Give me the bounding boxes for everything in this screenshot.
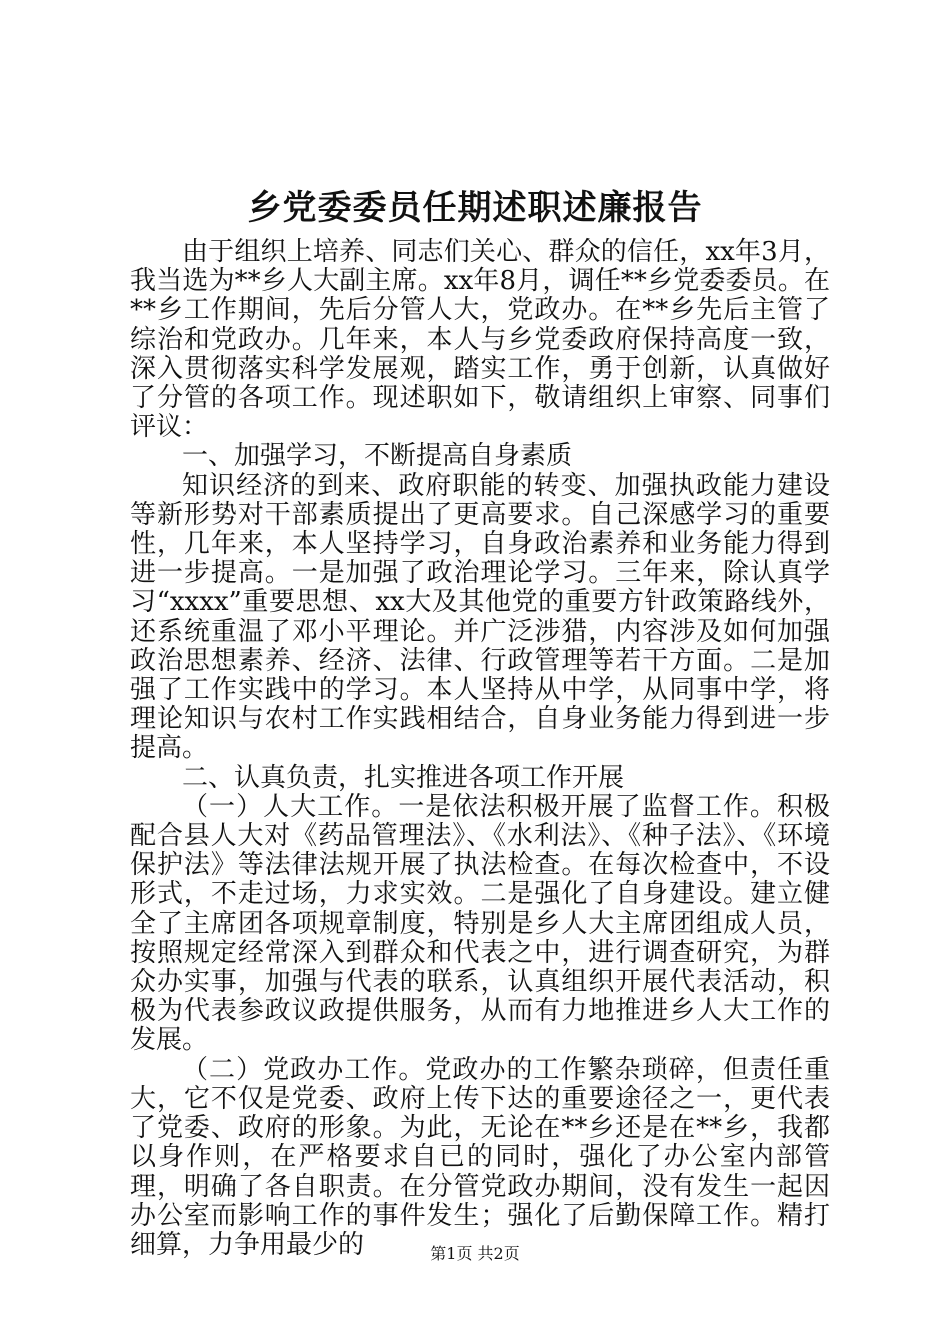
intro-paragraph: 由于组织上培养、同志们关心、群众的信任，xx年3月，我当选为**乡人大副主席。xx年8月，调任**乡党委委员。在**乡工作期间，先后分管人大，党政办。在**乡先后主管了综治和党政办。几年来，本人与乡党委政府保持高度一致，深入贯彻落实科学发展观，踏实工作，勇于创新，认真做好了分管的各项工作。现述职如下，敬请组织上审察、同事们评议： [130,237,830,443]
document-title: 乡党委委员任期述职述廉报告 [247,188,703,228]
document-body [130,238,830,1260]
office-work-paragraph: （二）党政办工作。党政办的工作繁杂琐碎，但责任重大，它不仅是党委、政府上传下达的重要途径之一，更代表了党委、政府的形象。为此，无论在**乡还是在**乡，我都以身作则，在严格要求自已的同时，强化了办公室内部管理，明确了各自职责。在分管党政办期间，没有发生一起因办公室而影响工作的事件发生；强化了后勤保障工作。精打细算，力争用最少的 [130,1054,830,1260]
npc-work-paragraph: （一）人大工作。一是依法积极开展了监督工作。积极配合县人大对《药品管理法》、《水利法》、《种子法》、《环境保护法》等法律法规开展了执法检查。在每次检查中，不设形式，不走过场，力求实效。二是强化了自身建设。建立健全了主席团各项规章制度，特别是乡人大主席团组成人员，按照规定经常深入到群众和代表之中，进行调查研究，为群众办实事，加强与代表的联系，认真组织开展代表活动，积极为代表参政议政提供服务，从而有力地推进乡人大工作的发展。 [130,791,830,1056]
section-heading-work: 二、认真负责，扎实推进各项工作开展 [182,762,625,793]
section-heading-study: 一、加强学习，不断提高自身素质 [182,441,573,472]
page-number-footer: 第1页 共2页 [430,1244,520,1263]
study-paragraph: 知识经济的到来、政府职能的转变、加强执政能力建设等新形势对干部素质提出了更高要求。自己深感学习的重要性，几年来，本人坚持学习，自身政治素养和业务能力得到进一步提高。一是加强了政治理论学习。三年来，除认真学习“xxxx”重要思想、xx大及其他党的重要方针政策路线外，还系统重温了邓小平理论。并广泛涉猎，内容涉及如何加强政治思想素养、经济、法律、行政管理等若干方面。二是加强了工作实践中的学习。本人坚持从中学，从同事中学，将理论知识与农村工作实践相结合，自身业务能力得到进一步提高。 [130,470,830,764]
